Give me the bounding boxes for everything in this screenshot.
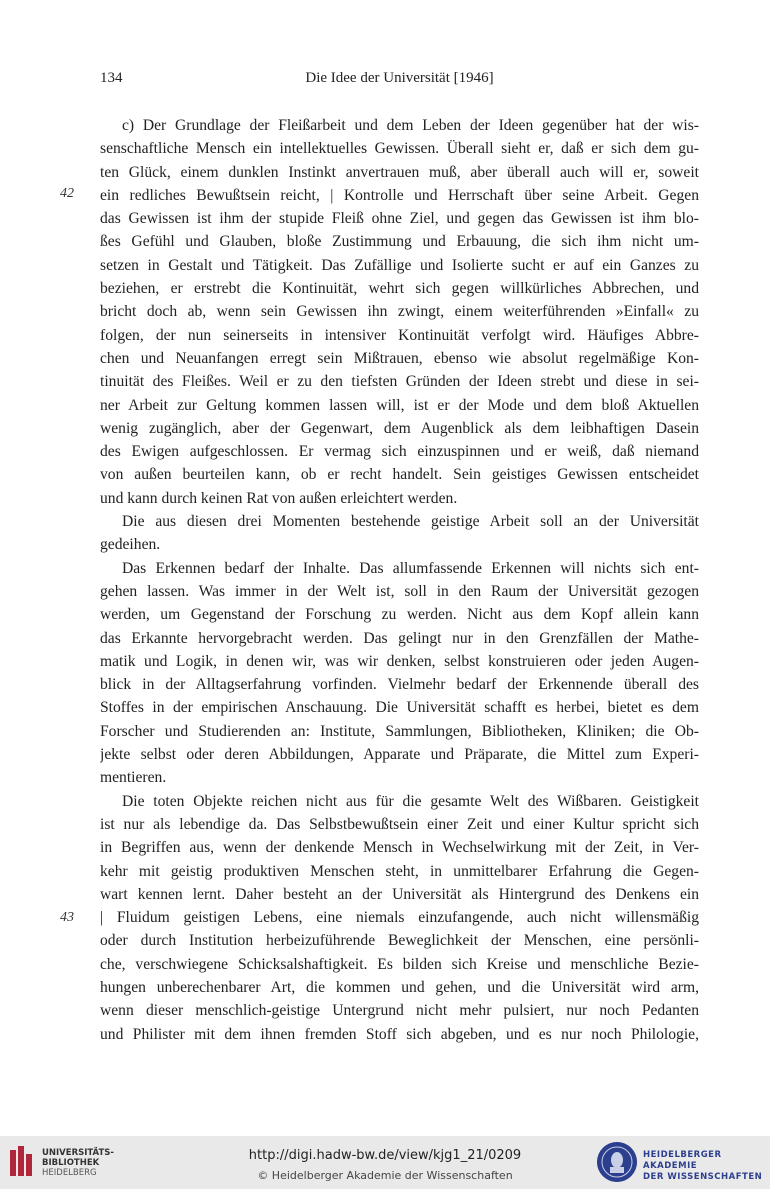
- library-name: UNIVERSITÄTS- BIBLIOTHEK HEIDELBERG: [42, 1148, 114, 1178]
- text-line: ein redliches Bewußtsein reicht, | Kontrolle und Herrschaft über seine Arbeit. Gegen: [100, 186, 699, 204]
- text-line: hungen unberechenbarer Art, die kommen und gehen, und die Universität wird arm,: [100, 978, 699, 996]
- text-line: gedeihen.: [100, 536, 161, 554]
- viewer-footer: [0, 1136, 770, 1189]
- text-line: matik und Logik, in denen wir, was wir denken, selbst konstruieren oder jeden Augen-: [100, 652, 699, 670]
- text-line: das Gewissen ist ihm der stupide Fleiß ohne Ziel, und gegen das Gewissen ist ihm blo-: [100, 210, 699, 228]
- text-line: Stoffes in der empirischen Anschauung. Die Universität schafft es herbei, bietet es dem: [100, 699, 699, 717]
- page-number: 134: [100, 70, 123, 86]
- copyright-notice: © Heidelberger Akademie der Wissenschaften: [257, 1169, 513, 1182]
- page-header: [100, 70, 699, 92]
- text-line: ten Glück, einem dunklen Instinkt anvertrauen muß, aber überall auch will er, soweit: [100, 163, 699, 181]
- text-line: gehen lassen. Was immer in der Welt ist, soll in den Raum der Universität gezogen: [100, 582, 699, 600]
- text-line: senschaftliche Mensch ein intellektuelles Gewissen. Überall sieht er, daß er sich dem gu-: [100, 140, 699, 158]
- text-line: setzen in Gestalt und Tätigkeit. Das Zufällige und Isolierte sucht er auf ein Ganzes zu: [100, 256, 699, 274]
- margin-page-ref: 43: [60, 910, 74, 925]
- text-line: che, verschwiegene Schicksalshaftigkeit. Es bilden sich Kreise und menschliche Bezie-: [100, 955, 699, 973]
- text-line: Forscher und Studierenden an: Institute, Sammlungen, Bibliotheken, Kliniken; die Ob-: [100, 722, 699, 740]
- body-text: [100, 114, 699, 1046]
- text-line: wart kennen lernt. Daher besteht an der Universität als Hintergrund des Denkens ein: [100, 885, 699, 903]
- text-line: von außen beurteilen kann, ob er recht handelt. Sein geistiges Gewissen entscheidet: [100, 466, 699, 484]
- text-line: wenn dieser menschlich-geistige Untergrund nicht mehr pulsiert, nur noch Pedanten: [100, 1002, 699, 1020]
- academy-name: HEIDELBERGER AKADEMIE DER WISSENSCHAFTEN: [643, 1150, 763, 1182]
- text-line: bricht doch ab, wenn sein Gewissen ihn zwingt, einem weiterführenden »Einfall« zu: [100, 303, 699, 321]
- text-line: ßes Gefühl und Glauben, bloße Zustimmung und Erbauung, die sich ihm nicht um-: [100, 233, 699, 251]
- text-line: jekte selbst oder deren Abbildungen, Apparate und Präparate, die Mittel zum Experi-: [100, 746, 699, 764]
- text-line: mentieren.: [100, 769, 167, 787]
- text-line: in Begriffen aus, wenn der denkende Mensch in Wechselwirkung mit der Zeit, in Ver-: [100, 839, 699, 857]
- text-line: und kann durch keinen Rat von außen erleichtert werden.: [100, 489, 458, 507]
- text-line: chen und Neuanfangen erregt sein Mißtrauen, ebenso wie absolut regelmäßige Kon-: [100, 349, 699, 367]
- text-line: folgen, der nun seinerseits in intensiver Kontinuität verfolgt wird. Häufiges Abbre-: [100, 326, 699, 344]
- text-line: Das Erkennen bedarf der Inhalte. Das allumfassende Erkennen will nichts sich ent-: [122, 559, 699, 577]
- text-line: Die toten Objekte reichen nicht aus für die gesamte Welt des Wißbaren. Geistigkeit: [122, 792, 699, 810]
- text-line: und Philister mit dem ihnen fremden Stoff sich abgeben, und es nur noch Philologie,: [100, 1025, 699, 1043]
- text-line: c) Der Grundlage der Fleißarbeit und dem Leben der Ideen gegenüber hat der wis-: [122, 117, 699, 134]
- text-line: des Ewigen aufgeschlossen. Er vermag sich einzuspinnen und er weiß, daß niemand: [100, 443, 699, 461]
- text-line: Die aus diesen drei Momenten bestehende geistige Arbeit soll an der Universität: [122, 513, 699, 531]
- text-line: wenig zugänglich, aber der Gegenwart, dem Augenblick als dem leibhaftigen Dasein: [100, 419, 699, 437]
- text-line: blick in der Alltagserfahrung vorfinden. Vielmehr bedarf der Erkennende überall des: [100, 676, 699, 694]
- text-line: das Erkannte hervorgebracht werden. Das gelingt nur in den Grenzfällen der Mathe-: [100, 629, 699, 647]
- text-line: kehr mit geistig produktiven Menschen steht, in unmittelbarer Erfahrung die Gegen-: [100, 862, 699, 880]
- text-line: oder durch Institution herbeizuführende Beweglichkeit der Menschen, eine persönli-: [100, 932, 699, 950]
- permalink-url[interactable]: http://digi.hadw-bw.de/view/kjg1_21/0209: [248, 1148, 522, 1163]
- text-line: ner Arbeit zur Geltung kommen lassen will, ist er der Mode und dem bloß Aktuellen: [100, 396, 699, 414]
- text-line: | Fluidum geistigen Lebens, eine niemals einzufangende, auch nicht willensmäßig: [100, 909, 699, 927]
- text-line: werden, um Gegenstand der Forschung zu werden. Nicht aus dem Kopf allein kann: [100, 606, 699, 624]
- text-line: ist nur als lebendige da. Das Selbstbewußtsein einer Zeit und einer Kultur spricht sich: [100, 815, 699, 833]
- margin-page-ref: 42: [60, 186, 74, 201]
- academy-seal-icon: [597, 1142, 637, 1182]
- text-line: tinuität des Fleißes. Weil er zu den tiefsten Gründen der Ideen strebt und diese in sei-: [100, 373, 699, 391]
- text-line: beziehen, er erstrebt die Kontinuität, wehrt sich gegen willkürliches Abbrechen, und: [100, 280, 699, 298]
- running-title: Die Idee der Universität [1946]: [305, 70, 494, 86]
